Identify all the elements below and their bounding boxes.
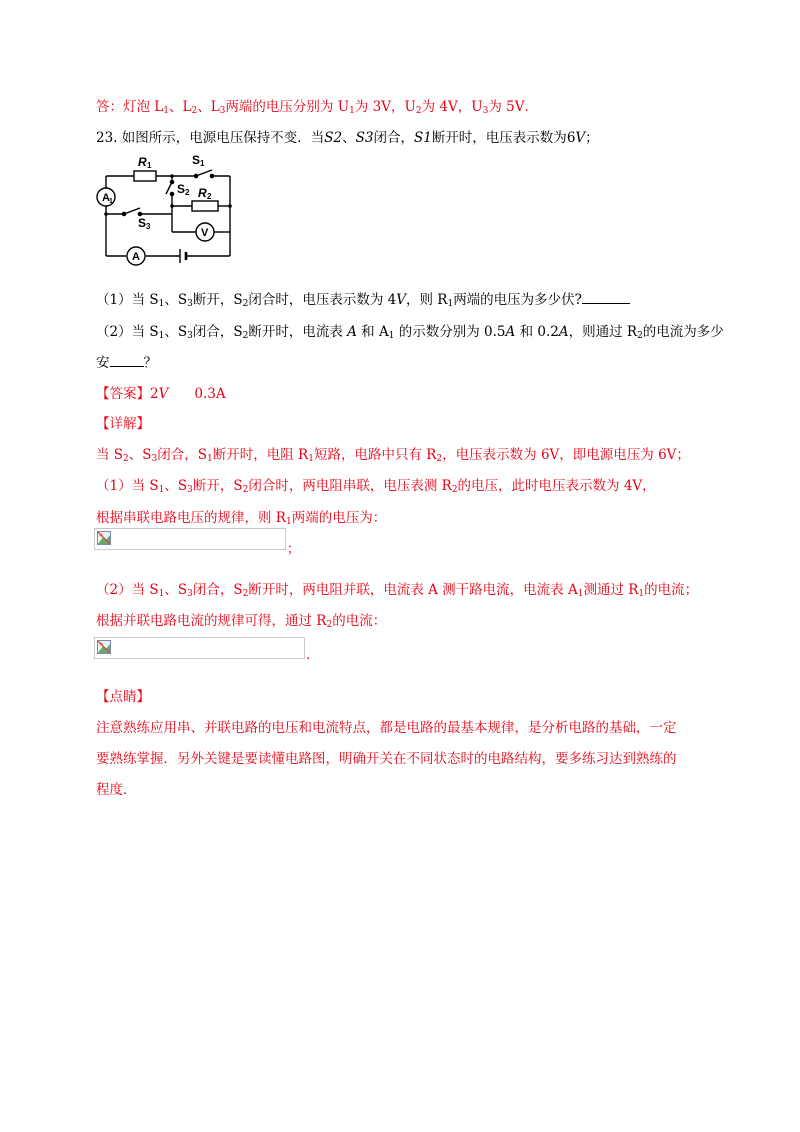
detail-label: 【详解】 [96,416,150,432]
svg-text:1: 1 [200,159,205,168]
switch-s1-icon [194,170,213,178]
svg-text:S: S [192,153,201,167]
detail-line-2: （1）当 $S_1$、$S_3$断开，$S_2$闭合时，两电阻串联，电压表测 $R_2$的电压，此时电压表示数为 4V， [96,478,656,495]
svg-text:A: A [102,192,110,204]
svg-text:V: V [201,227,209,239]
svg-text:1: 1 [147,161,152,170]
question-part-2: （2）当 $S_1$、$S_3$闭合，$S_2$断开时，电流表 A 和 $A_1$ 的示数分别为 0.5A 和 0.2A，则通过 $R_2$的电流为多少 [96,324,724,341]
detail-line-4: （2）当 $S_1$、$S_3$闭合，$S_2$断开时，两电阻并联，电流表 A 测干路电流，电流表 $A_1$测通过 $R_1$的电流； [96,582,699,599]
svg-text:2: 2 [207,192,212,201]
question-23-stem: 23. 如图所示，电源电压保持不变．当S2、S3闭合，S1断开时，电压表示数为6V； [96,130,599,146]
blank-1[interactable] [582,303,630,304]
battery-icon [180,249,186,263]
comment-line-1: 注意熟练应用串、并联电路的电压和电流特点，都是电路的最基本规律，是分析电路的基础，一定 [96,720,677,736]
previous-answer-line: 答：灯泡 $L_1$、$L_2$、$L_3$两端的电压分别为 $U_1$为 3V，$U_2$为 4V，$U_3$为 5V． [96,99,538,116]
question-part-1: （1）当 $S_1$、$S_3$断开，$S_2$闭合时，电压表示数为 4V，则 $R_1$两端的电压为多少伏? [96,290,630,310]
svg-text:S: S [138,216,147,230]
resistor-r2-icon [192,201,218,211]
svg-text:R: R [138,155,147,169]
circuit-diagram [94,152,244,272]
comment-line-3: 程度． [96,782,137,798]
answer-line: 【答案】2V 0.3A [96,386,226,402]
question-part-2-line-2: 安 ？ [96,355,157,371]
formula-image-placeholder-1 [94,528,286,550]
formula-image-placeholder-2 [94,637,305,659]
svg-text:R: R [198,186,207,200]
broken-image-icon [97,640,111,654]
svg-text:2: 2 [185,188,190,197]
switch-s3-icon [122,208,141,216]
svg-text:S: S [177,182,186,196]
resistor-r1-icon [134,171,156,181]
detail-punct-1: ； [287,542,301,557]
detail-line-3: 根据串联电路电压的规律，则 $R_1$两端的电压为： [96,510,387,527]
svg-text:1: 1 [109,198,113,205]
detail-line-1: 当 $S_2$、$S_3$闭合，$S_1$断开时，电阻 $R_1$短路，电路中只有 $R_2$，电压表示数为 6V，即电源电压为 6V； [96,447,690,464]
svg-text:3: 3 [146,222,151,231]
svg-text:A: A [132,251,140,263]
switch-s2-icon [166,180,174,195]
broken-image-icon [97,531,111,545]
detail-line-5: 根据并联电路电流的规律可得，通过 $R_2$的电流： [96,613,387,630]
comment-line-2: 要熟练掌握．另外关键是要读懂电路图，明确开关在不同状态时的电路结构，要多练习达到熟练的 [96,751,677,767]
detail-punct-2: . [306,648,311,663]
comment-label: 【点睛】 [96,689,150,705]
blank-2[interactable] [110,366,144,367]
